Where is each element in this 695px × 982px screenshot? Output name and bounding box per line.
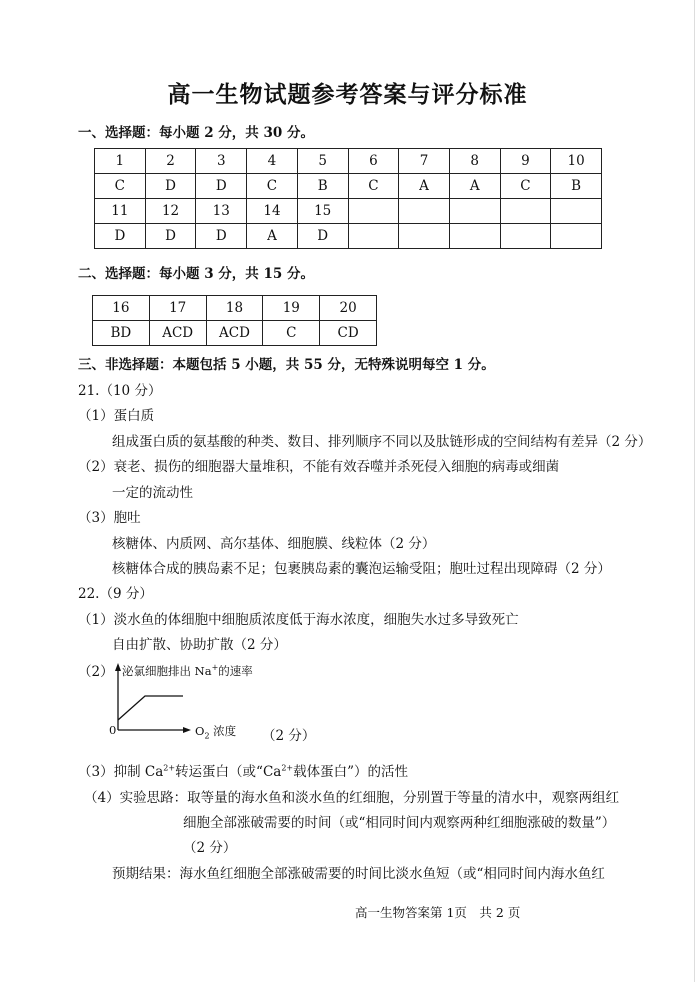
graph-score: （2 分） <box>262 728 316 744</box>
q22-part4-result: 预期结果：海水鱼红细胞全部涨破需要的时间比淡水鱼短（或“相同时间内海水鱼红 <box>112 866 605 882</box>
section3-heading: 三、非选择题：本题包括 5 小题，共 55 分，无特殊说明每空 1 分。 <box>78 357 495 373</box>
q22-part4-score: （2 分） <box>183 840 237 856</box>
table-cell: CD <box>320 321 377 346</box>
section1-heading: 一、选择题：每小题 2 分，共 30 分。 <box>78 125 314 141</box>
table-cell: D <box>145 224 196 249</box>
table-cell: A <box>247 224 298 249</box>
table-cell: 1 <box>95 149 146 174</box>
table-cell: 18 <box>206 296 263 321</box>
page-footer: 高一生物答案第 1页 共 2 页 <box>355 905 521 920</box>
table-cell: 16 <box>93 296 150 321</box>
answer-table-1 <box>94 148 602 249</box>
table-cell <box>399 199 450 224</box>
table-cell: 10 <box>551 149 602 174</box>
table-cell: D <box>95 224 146 249</box>
table-cell <box>348 199 399 224</box>
table-cell: 9 <box>500 149 551 174</box>
table-cell: 3 <box>196 149 247 174</box>
table-cell: A <box>449 174 500 199</box>
page-title: 高一生物试题参考答案与评分标准 <box>167 81 528 108</box>
table-cell: 12 <box>145 199 196 224</box>
table-cell: 4 <box>247 149 298 174</box>
table-cell: D <box>297 224 348 249</box>
table-cell: D <box>196 174 247 199</box>
table-cell: BD <box>93 321 150 346</box>
table-cell: A <box>399 174 450 199</box>
table-cell: C <box>500 174 551 199</box>
q22-part1: （1）淡水鱼的体细胞中细胞质浓度低于海水浓度，细胞失水过多导致死亡 <box>78 612 519 628</box>
answer-table-2 <box>92 295 377 346</box>
q21-part1-answer: 组成蛋白质的氨基酸的种类、数目、排列顺序不同以及肽链形成的空间结构有差异（2 分） <box>112 434 652 450</box>
q21-part2-answer: 一定的流动性 <box>112 485 193 501</box>
table-row <box>95 174 602 199</box>
y-axis-arrow-icon <box>115 663 121 671</box>
table-cell: ACD <box>206 321 263 346</box>
table-row <box>95 199 602 224</box>
graph-y-label: 泌氯细胞排出 Na+的速率 <box>122 663 253 678</box>
table-cell: 7 <box>399 149 450 174</box>
table-cell: C <box>95 174 146 199</box>
table-cell: D <box>196 224 247 249</box>
table-row <box>95 149 602 174</box>
q21-part3-answer-b: 核糖体合成的胰岛素不足；包裹胰岛素的囊泡运输受阻；胞吐过程出现障碍（2 分） <box>112 561 611 577</box>
table-cell: C <box>263 321 320 346</box>
table-cell: 15 <box>297 199 348 224</box>
graph-x-label: $O_2$ 浓度 <box>195 724 237 741</box>
table-cell: 14 <box>247 199 298 224</box>
q21-part3: （3）胞吐 <box>78 510 141 526</box>
graph-origin: 0 <box>109 723 117 737</box>
q22-part2: （2） <box>78 664 114 680</box>
table-cell <box>348 224 399 249</box>
q21-part3-answer-a: 核糖体、内质网、高尔基体、细胞膜、线粒体（2 分） <box>112 536 436 552</box>
q21-label: 21.（10 分） <box>78 383 162 399</box>
table-cell: D <box>145 174 196 199</box>
x-axis-arrow-icon <box>183 727 191 733</box>
table-cell <box>500 199 551 224</box>
table-cell: 6 <box>348 149 399 174</box>
q22-part4-line2: 细胞全部涨破需要的时间（或“相同时间内观察两种红细胞涨破的数量”） <box>183 815 616 831</box>
table-cell: B <box>297 174 348 199</box>
q22-part3: （3）抑制 $Ca^{2+}$转运蛋白（或“$Ca^{2+}$载体蛋白”）的活性 <box>78 763 409 780</box>
q22-part4: （4）实验思路：取等量的海水鱼和淡水鱼的红细胞，分别置于等量的清水中，观察两组红 <box>84 790 620 806</box>
table-cell: C <box>348 174 399 199</box>
table-row <box>93 296 377 321</box>
table-cell: 11 <box>95 199 146 224</box>
table-cell <box>399 224 450 249</box>
table-cell: C <box>247 174 298 199</box>
section2-heading: 二、选择题：每小题 3 分，共 15 分。 <box>78 266 314 282</box>
table-cell: B <box>551 174 602 199</box>
table-row <box>93 321 377 346</box>
table-cell: 8 <box>449 149 500 174</box>
table-cell: 2 <box>145 149 196 174</box>
table-cell: 13 <box>196 199 247 224</box>
table-cell: 19 <box>263 296 320 321</box>
table-cell <box>500 224 551 249</box>
table-cell: ACD <box>149 321 206 346</box>
q22-label: 22.（9 分） <box>78 586 153 602</box>
table-cell: 17 <box>149 296 206 321</box>
rate-curve <box>118 696 183 720</box>
q21-part2: （2）衰老、损伤的细胞器大量堆积，不能有效吞噬并杀死侵入细胞的病毒或细菌 <box>78 459 560 475</box>
table-cell <box>449 224 500 249</box>
table-cell <box>551 224 602 249</box>
table-row <box>95 224 602 249</box>
table-cell <box>449 199 500 224</box>
q22-part1-answer: 自由扩散、协助扩散（2 分） <box>112 637 287 653</box>
q21-part1: （1）蛋白质 <box>78 408 155 424</box>
table-cell: 20 <box>320 296 377 321</box>
table-cell: 5 <box>297 149 348 174</box>
table-cell <box>551 199 602 224</box>
